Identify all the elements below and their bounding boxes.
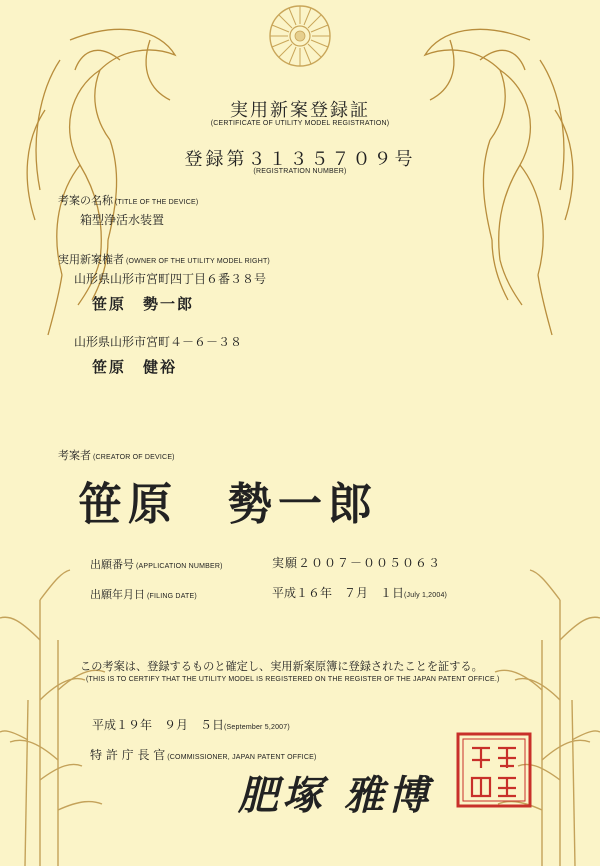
device-title-label bbox=[58, 192, 198, 208]
certificate-title: 実用新案登録証 bbox=[230, 100, 370, 121]
application-number-label-jp: 出願番号 bbox=[90, 558, 134, 571]
owner-label-en: (OWNER OF THE UTILITY MODEL RIGHT) bbox=[126, 258, 270, 265]
left-bamboo-icon bbox=[0, 570, 105, 866]
right-bamboo-icon bbox=[495, 570, 600, 866]
application-number-label-en: (APPLICATION NUMBER) bbox=[136, 563, 223, 570]
issue-date-en: (September 5,2007) bbox=[224, 724, 290, 731]
commissioner-signature: 肥塚 雅博 bbox=[238, 772, 432, 819]
filing-date-label bbox=[90, 586, 197, 602]
owner-1-address: 山形県山形市宮町四丁目６番３８号 bbox=[74, 272, 267, 286]
creator-name: 笹原 勢一郎 bbox=[78, 479, 378, 530]
device-title-label-jp: 考案の名称 bbox=[58, 194, 113, 207]
filing-date-value-jp: 平成１６年 ７月 １日 bbox=[272, 586, 405, 600]
issue-date bbox=[92, 716, 290, 733]
certification-statement: この考案は、登録するものと確定し、実用新案原簿に登録されたことを証する。 bbox=[80, 660, 483, 673]
owner-label-jp: 実用新案権者 bbox=[58, 253, 124, 266]
device-title-value: 箱型浄活水装置 bbox=[80, 213, 165, 227]
device-title-label-en: (TITLE OF THE DEVICE) bbox=[115, 199, 199, 206]
official-seal-icon bbox=[458, 734, 530, 806]
creator-label-en: (CREATOR OF DEVICE) bbox=[93, 454, 175, 461]
application-number-value: 実願２００７－００５０６３ bbox=[272, 556, 442, 570]
filing-date-value-en: (July 1,2004) bbox=[404, 592, 448, 599]
owner-1-name: 笹原 勢一郎 bbox=[92, 295, 195, 313]
commissioner-label-en: (COMMISSIONER, JAPAN PATENT OFFICE) bbox=[167, 754, 317, 761]
creator-label bbox=[58, 447, 175, 463]
left-phoenix-icon bbox=[27, 29, 175, 335]
certification-statement-en: (THIS IS TO CERTIFY THAT THE UTILITY MODEL IS REGISTERED ON THE REGISTER OF THE JAPAN PATENT OFFICE.) bbox=[86, 676, 500, 683]
creator-label-jp: 考案者 bbox=[58, 449, 91, 462]
commissioner-label-jp: 特 許 庁 長 官 bbox=[90, 748, 166, 762]
chrysanthemum-crest-icon bbox=[270, 6, 330, 66]
filing-date-label-en: (FILING DATE) bbox=[147, 593, 197, 600]
owner-2-name: 笹原 健裕 bbox=[92, 358, 178, 376]
registration-number-en: (REGISTRATION NUMBER) bbox=[253, 168, 347, 175]
certificate-title-en: (CERTIFICATE OF UTILITY MODEL REGISTRATION) bbox=[210, 120, 390, 127]
registration-number: 登録第３１３５７０９号 bbox=[184, 149, 416, 170]
filing-date-label-jp: 出願年月日 bbox=[90, 588, 145, 601]
filing-date-value bbox=[272, 584, 447, 601]
application-number-label bbox=[90, 556, 223, 572]
right-phoenix-icon bbox=[425, 29, 573, 335]
commissioner-label bbox=[90, 746, 316, 763]
owner-2-address: 山形県山形市宮町４－６－３８ bbox=[74, 335, 243, 349]
issue-date-jp: 平成１９年 ９月 ５日 bbox=[92, 718, 225, 732]
owner-label bbox=[58, 251, 270, 267]
